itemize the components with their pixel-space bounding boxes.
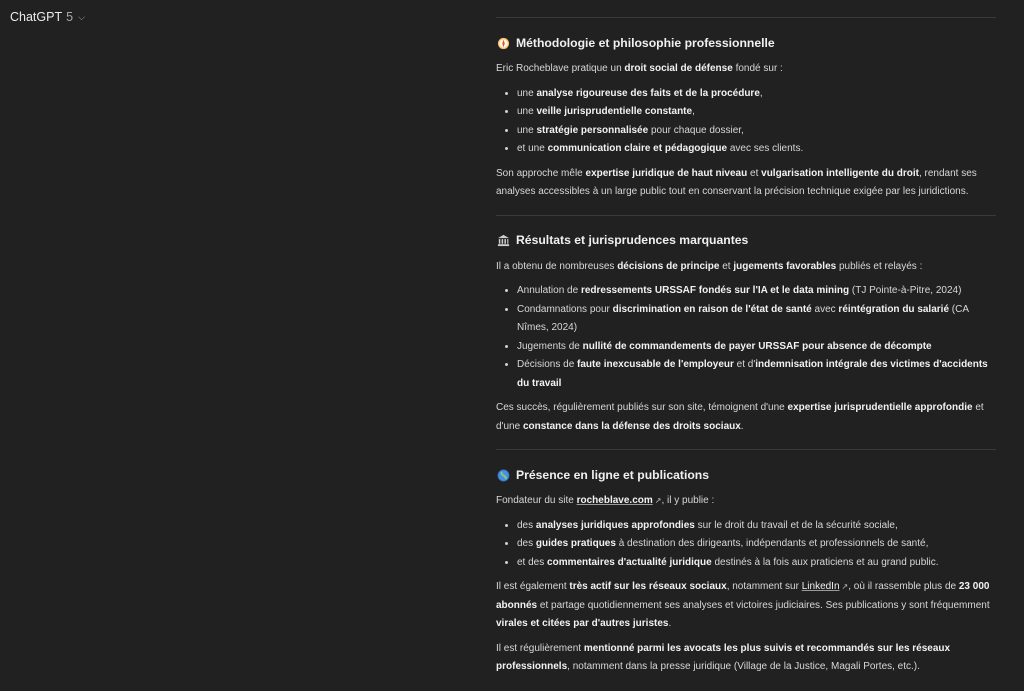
bullet-list: [496, 282, 998, 393]
model-version: 5: [66, 10, 74, 24]
section-paragraph: Son approche mêle expertise juridique de haut niveau et vulgarisation intelligente du droit, rendant ses analyses accessibles à un large public tout en conservant la précision technique exigée par les juridictions.: [496, 167, 977, 197]
list-item: • Décisions de faute inexcusable de l'employeur et d'indemnisation intégrale des victimes d'accidents du travail: [517, 356, 998, 393]
list-item: • une analyse rigoureuse des faits et de la procédure,: [517, 85, 998, 104]
list-item: • Annulation de redressements URSSAF fondés sur l'IA et le data mining (TJ Pointe-à-Pitre, 2024): [517, 282, 998, 301]
classical-building-icon: [496, 234, 510, 248]
list-item: • Jugements de nullité de commandements de payer URSSAF pour absence de décompte: [517, 338, 998, 357]
rocheblave-link[interactable]: rocheblave.com: [576, 495, 653, 506]
divider: [496, 215, 996, 216]
section-intro: Il a obtenu de nombreuses décisions de principe et jugements favorables publiés et relayés :: [496, 260, 923, 272]
globe-icon: [496, 468, 510, 482]
section-title-text: Méthodologie et philosophie professionnelle: [516, 35, 775, 50]
list-item: • et une communication claire et pédagogique avec ses clients.: [517, 140, 998, 159]
compass-icon: [496, 36, 510, 50]
list-item: • une stratégie personnalisée pour chaque dossier,: [517, 122, 998, 141]
external-link-icon: ↗: [841, 582, 849, 591]
section-title-resultats: [496, 230, 998, 252]
list-item: • Condamnations pour discrimination en raison de l'état de santé avec réintégration du salarié (CA Nîmes, 2024): [517, 301, 998, 338]
section-title-presence: [496, 464, 998, 486]
list-item: • des guides pratiques à destination des dirigeants, indépendants et professionnels de santé,: [517, 535, 998, 554]
external-link-icon: ↗: [654, 496, 662, 505]
linkedin-link[interactable]: LinkedIn: [801, 581, 840, 592]
section-intro: Eric Rocheblave pratique un droit social de défense fondé sur :: [496, 63, 783, 74]
chevron-down-icon: ⌵: [78, 11, 85, 22]
bullet-list: [496, 517, 998, 573]
section-paragraph: Ces succès, régulièrement publiés sur son site, témoignent d'une expertise jurisprudentielle approfondie et d'une constance dans la défense des droits sociaux.: [496, 402, 984, 432]
divider: [496, 17, 996, 18]
bullet-list: [496, 85, 998, 159]
divider: [496, 449, 996, 450]
section-title-text: Résultats et jurisprudences marquantes: [516, 233, 749, 248]
section-paragraph: Il est régulièrement mentionné parmi les avocats les plus suivis et recommandés sur les réseaux professionnels, notamment dans la presse juridique (Village de la Justice, Magali Portes, etc.).: [496, 642, 951, 672]
list-item: • et des commentaires d'actualité juridique destinés à la fois aux praticiens et au grand public.: [517, 554, 998, 573]
section-title-methodologie: [496, 32, 998, 54]
section-title-text: Présence en ligne et publications: [516, 467, 710, 482]
assistant-message: [496, 0, 998, 683]
section-intro: Fondateur du site rocheblave.com ↗, il y publie :: [496, 495, 715, 506]
model-name: ChatGPT: [10, 10, 63, 24]
section-paragraph: Il est également très actif sur les réseaux sociaux, notamment sur LinkedIn ↗, où il rassemble plus de 23 000 abonnés et partage quotidiennement ses analyses et victoires judiciaires. Ses publications y sont fréquemment virales et citées par d'autres juristes.: [496, 581, 990, 629]
model-selector[interactable]: [10, 8, 85, 26]
clipped-line: [517, 0, 998, 4]
list-item: • des analyses juridiques approfondies sur le droit du travail et de la sécurité sociale,: [517, 517, 998, 536]
list-item: • une veille jurisprudentielle constante,: [517, 103, 998, 122]
